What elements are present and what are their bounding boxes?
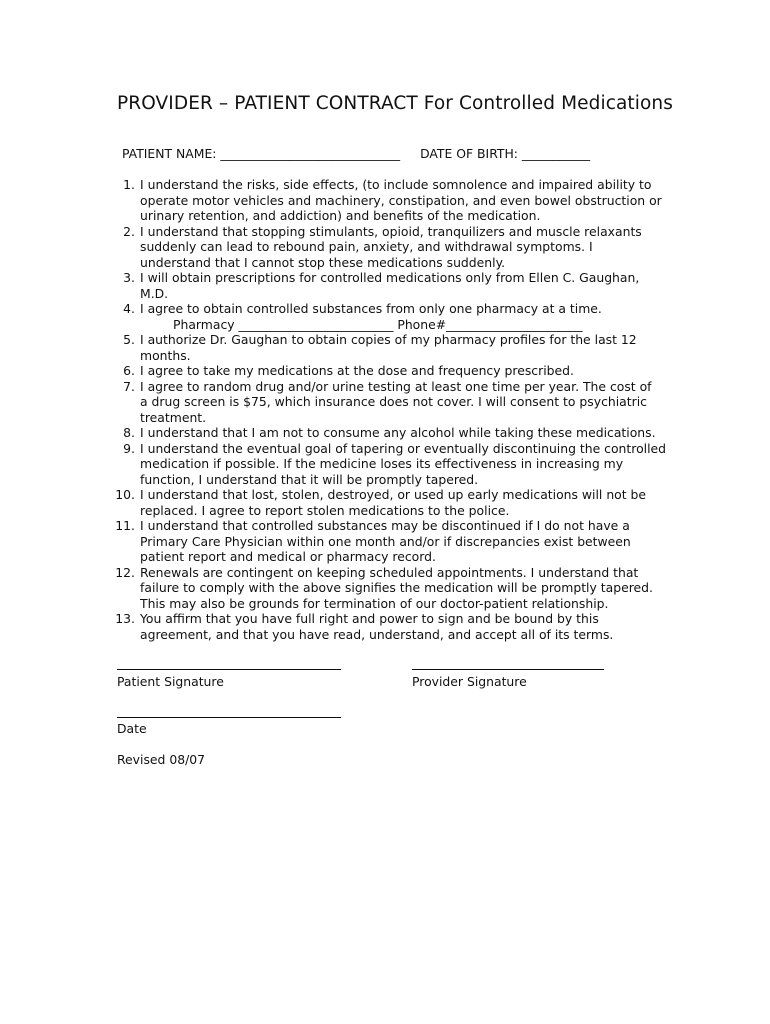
item-text-line: You affirm that you have full right and power to sign and be bound by this: [140, 611, 599, 626]
contract-terms-list: [102, 177, 692, 642]
item-text-line: Renewals are contingent on keeping scheduled appointments. I understand that: [140, 564, 639, 580]
patient-info-fields: [122, 146, 590, 161]
item-text-line: This may also be grounds for termination of our doctor-patient relationship.: [140, 595, 609, 611]
item-number: 1.: [123, 177, 135, 192]
item-text-line: failure to comply with the above signifies the medication will be promptly tapered.: [140, 580, 653, 595]
item-text-line: treatment.: [140, 409, 207, 425]
item-text-line: I agree to obtain controlled substances from only one pharmacy at a time.: [140, 301, 602, 316]
item-number: 2.: [123, 223, 135, 239]
item-number: 11.: [115, 518, 135, 533]
item-number: 4.: [123, 301, 135, 316]
item-text-line: medication if possible. If the medicine loses its effectiveness in increasing my: [140, 456, 624, 471]
contract-item: [102, 363, 692, 379]
item-text-line: operate motor vehicles and machinery, constipation, and even bowel obstruction or: [140, 192, 662, 208]
item-text-line: understand that I cannot stop these medications suddenly.: [140, 254, 506, 270]
contract-item: [102, 611, 692, 642]
contract-item: [102, 301, 692, 332]
contract-item: [102, 487, 692, 518]
item-text-line: I agree to random drug and/or urine testing at least one time per year. The cost of: [140, 378, 652, 394]
patient-signature-label: Patient Signature: [117, 674, 224, 689]
contract-item: [102, 425, 692, 441]
provider-signature-label: Provider Signature: [412, 674, 527, 689]
contract-item: [102, 518, 692, 565]
item-text-line: replaced. I agree to report stolen medications to the police.: [140, 502, 510, 518]
contract-item: [102, 441, 692, 488]
item-number: 12.: [115, 564, 135, 580]
item-text-line: I understand that controlled substances may be discontinued if I do not have a: [140, 518, 630, 533]
item-text-line: I agree to take my medications at the dose and frequency prescribed.: [140, 363, 574, 378]
page-title: PROVIDER – PATIENT CONTRACT For Controlled Medications: [117, 93, 673, 114]
item-number: 3.: [123, 270, 135, 285]
item-number: 10.: [115, 487, 135, 502]
item-number: 7.: [123, 378, 135, 394]
item-number: 13.: [115, 611, 135, 626]
item-text-line: I understand that stopping stimulants, opioid, tranquilizers and muscle relaxants: [140, 223, 642, 239]
provider-signature-line: [412, 669, 604, 670]
item-number: 8.: [123, 425, 135, 440]
date-label: Date: [117, 721, 147, 736]
date-of-birth-field: DATE OF BIRTH: ___________: [420, 146, 591, 161]
item-text-line: I understand that I am not to consume any alcohol while taking these medications.: [140, 425, 656, 440]
patient-signature-line: [117, 669, 341, 670]
contract-item: [102, 379, 692, 426]
item-text-line: I understand that lost, stolen, destroyed, or used up early medications will not be: [140, 487, 647, 502]
item-text-line: urinary retention, and addiction) and benefits of the medication.: [140, 208, 541, 223]
contract-item: [102, 565, 692, 612]
item-text-line: agreement, and that you have read, understand, and accept all of its terms.: [140, 626, 614, 642]
item-text-line: I understand the risks, side effects, (to include somnolence and impaired ability to: [140, 177, 652, 192]
item-text-line: I understand the eventual goal of tapering or eventually discontinuing the controlled: [140, 440, 667, 456]
item-text-line: months.: [140, 347, 191, 363]
item-number: 5.: [123, 332, 135, 347]
pharmacy-phone-fields: Pharmacy _________________________ Phone#______________________: [173, 316, 583, 332]
item-number: 6.: [123, 363, 135, 378]
item-number: 9.: [123, 440, 135, 456]
item-text-line: M.D.: [140, 285, 169, 301]
item-text-line: function, I understand that it will be promptly tapered.: [140, 471, 479, 487]
contract-item: [102, 332, 692, 363]
item-text-line: suddenly can lead to rebound pain, anxiety, and withdrawal symptoms. I: [140, 239, 593, 254]
item-text-line: I authorize Dr. Gaughan to obtain copies of my pharmacy profiles for the last 12: [140, 332, 637, 347]
date-signature-line: [117, 717, 341, 718]
patient-name-field: PATIENT NAME: _____________________________: [122, 146, 401, 161]
item-text-line: a drug screen is $75, which insurance does not cover. I will consent to psychiatric: [140, 394, 647, 409]
item-text-line: I will obtain prescriptions for controlled medications only from Ellen C. Gaughan,: [140, 270, 640, 285]
contract-item: [102, 177, 692, 224]
revision-note: Revised 08/07: [117, 752, 206, 767]
contract-item: [102, 224, 692, 271]
item-text-line: patient report and medical or pharmacy record.: [140, 549, 436, 564]
contract-item: [102, 270, 692, 301]
item-text-line: Primary Care Physician within one month and/or if discrepancies exist between: [140, 533, 631, 549]
